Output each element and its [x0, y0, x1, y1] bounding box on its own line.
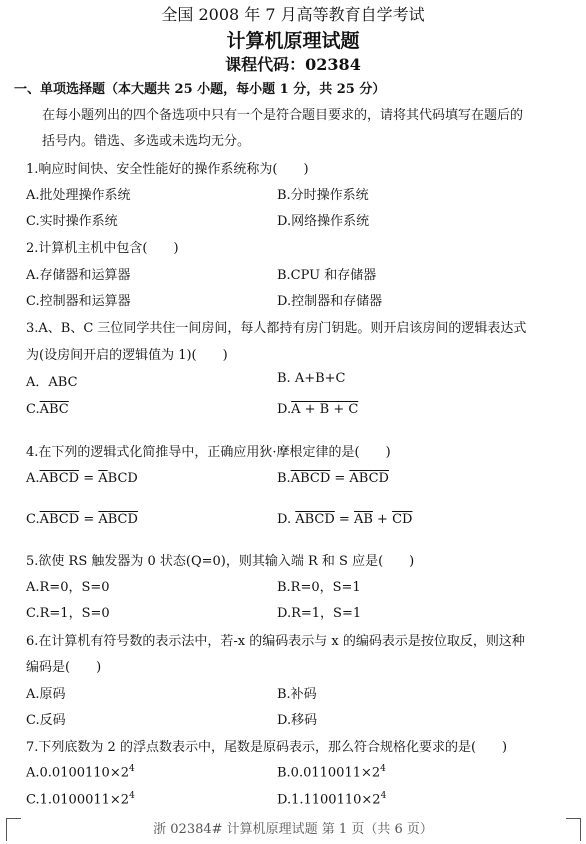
option-d: $D.1.1100110\times 2^4$ [277, 791, 387, 808]
overlined-expression: $\overline{ABC}$ [39, 402, 69, 417]
exam-title: 计算机原理试题 [226, 30, 360, 52]
option-d: D.控制器和存储器 [277, 294, 383, 309]
question-stem: 为(设房间开启的逻辑值为 1)( ) [26, 348, 228, 363]
option-c: C.R=1，S=0 [26, 606, 110, 621]
question-stem: 编码是( ) [26, 660, 102, 675]
option-a: A.存储器和运算器 [26, 268, 131, 283]
question-stem: 1.响应时间快、安全性能好的操作系统称为( ) [26, 162, 309, 177]
option-c: $C.1.0100011\times 2^4$ [26, 791, 135, 808]
option-b: B. A+B+C [277, 371, 346, 386]
option-b: $B.0.0110011\times 2^4$ [277, 764, 386, 781]
instruction-line: 在每小题列出的四个备选项中只有一个是符合题目要求的，请将其代码填写在题后的 [42, 108, 524, 123]
question-stem: 2.计算机主机中包含( ) [26, 241, 179, 256]
option-d: D.网络操作系统 [277, 214, 370, 229]
option-a: $A.0.0100110\times 2^4$ [26, 764, 135, 781]
option-a: A.ABCD = $\overline{A}BCD$ [26, 471, 138, 486]
option-c: $C.\overline{ABC}$ [26, 402, 69, 417]
option-d: D.A + B + C [277, 402, 359, 417]
question-stem: 5.欲使 RS 触发器为 0 状态(Q=0)，则其输入端 R 和 S 应是( ) [26, 554, 415, 569]
option-a: A.批处理操作系统 [26, 188, 131, 203]
option-a: A．ABC [26, 375, 78, 390]
overlined-expression: A + B + C [291, 402, 359, 417]
question-stem: 3.A、B、C 三位同学共住一间房间，每人都持有房门钥匙。则开启该房间的逻辑表达式 [26, 321, 527, 336]
option-c: C.控制器和运算器 [26, 294, 131, 309]
option-b: B.R=0，S=1 [277, 580, 361, 595]
option-b: B.分时操作系统 [277, 188, 369, 203]
option-a: A.原码 [26, 687, 66, 702]
option-c: C.实时操作系统 [26, 214, 118, 229]
question-stem: 7.下列底数为 2 的浮点数表示中，尾数是原码表示，那么符合规格化要求的是( ) [26, 740, 508, 755]
option-c: C.ABCD = $\overline{A}\overline{BCD}$ [26, 512, 138, 527]
option-b: B.CPU 和存储器 [277, 268, 377, 283]
option-d: D.移码 [277, 713, 318, 728]
option-a: A.R=0，S=0 [26, 580, 110, 595]
option-b: B.ABCD = $\overline{AB}\overline{CD}$ [277, 471, 389, 486]
section-heading: 一、单项选择题（本大题共 25 小题，每小题 1 分，共 25 分） [14, 82, 386, 97]
question-stem: 6.在计算机有符号数的表示法中，若-x 的编码表示与 x 的编码表示是按位取反，则这种 [26, 634, 525, 649]
option-b: B.补码 [277, 687, 317, 702]
option-d: D.R=1，S=1 [277, 606, 362, 621]
course-code: 课程代码：02384 [225, 55, 361, 74]
question-stem: 4.在下列的逻辑式化简推导中，正确应用狄·摩根定律的是( ) [26, 445, 391, 460]
instruction-line: 括号内。错选、多选或未选均无分。 [42, 134, 251, 149]
option-d: D. ABCD = $\overline{AB} + \overline{CD}$ [277, 512, 413, 527]
exam-header: 全国 2008 年 7 月高等教育自学考试 [161, 5, 425, 24]
page-footer: 浙 02384# 计算机原理试题 第 1 页（共 6 页） [153, 822, 433, 837]
option-c: C.反码 [26, 713, 66, 728]
